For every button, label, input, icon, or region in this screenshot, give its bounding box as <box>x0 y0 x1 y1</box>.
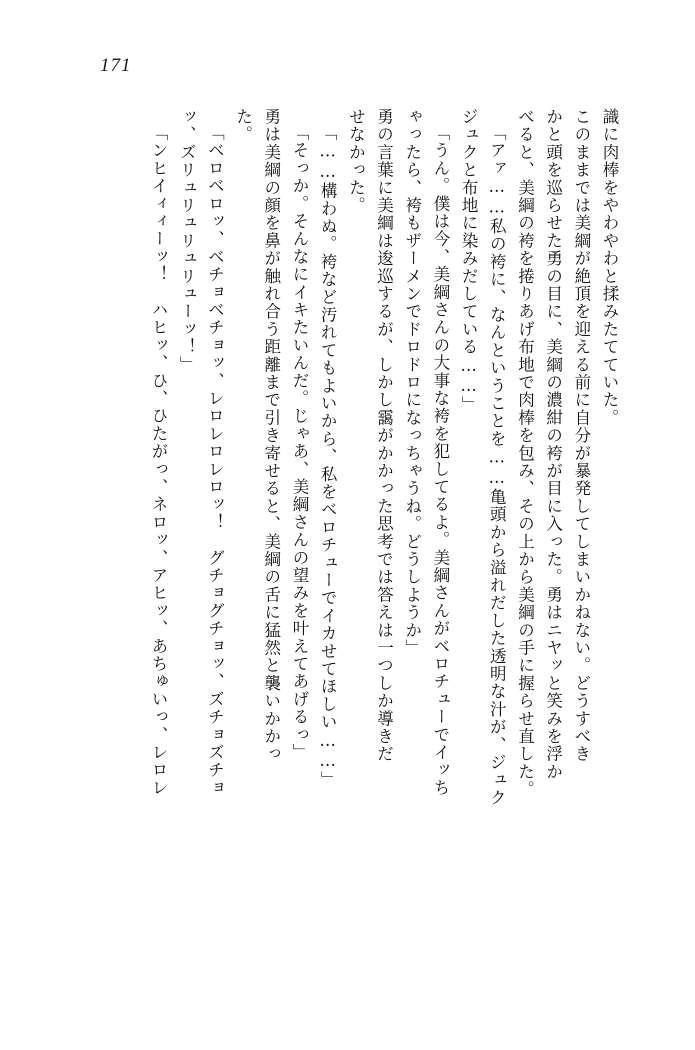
text-column: 勇は美綱の顔を鼻が触れ合う距離まで引き寄せると、美綱の舌に猛然と襲いかかっ <box>261 108 281 763</box>
text-column: このままでは美綱が絶頂を迎える前に自分が暴発してしまいかねない。どうすべき <box>571 108 591 763</box>
page-number: 171 <box>100 55 132 76</box>
text-column: 勇の言葉に美綱は逡巡するが、しかし靄がかかった思考では答えは一つしか導きだ <box>374 108 394 763</box>
text-column: 識に肉棒をやわやわと揉みたてていた。 <box>600 108 619 427</box>
text-column: 「……構わぬ。袴など汚れてもよいから、私をベロチューでイカせてほしい……」 <box>318 124 338 789</box>
text-column: ジュクと布地に染みだしている……」 <box>459 108 479 414</box>
text-column: 「うん。僕は今、美綱さんの大事な袴を犯してるよ。美綱さんがベロチューでイッち <box>430 124 450 797</box>
text-column: ゃったら、袴もザーメンでドロドロになっちゃうね。どうしようか」 <box>402 108 422 657</box>
text-column: 「ベロベロッ、ベチョベチョッ、レロレロレロッ！ グチョグチョッ、ズチョズチョ <box>205 124 225 797</box>
text-column: かと頭を巡らせた勇の目に、美綱の濃紺の袴が目に入った。勇はニヤッと笑みを浮か <box>543 108 563 781</box>
vertical-text-block <box>70 108 617 988</box>
text-column: べると、美綱の袴を捲りあげ布地で肉棒を包み、その上から美綱の手に握らせ直した。 <box>515 108 535 799</box>
text-column: せなかった。 <box>346 108 366 215</box>
text-column: 「ンヒイィィーッ！ ハヒッ、ひ、ひたがっ、ネロッ、アヒッ、あちゅいっ、レロレ <box>149 124 168 797</box>
text-column: 「そっか。そんなにイキたいんだ。じゃあ、美綱さんの望みを叶えてあげるっ」 <box>289 124 309 762</box>
text-column: 「アァ……私の袴に、なんということを……亀頭から溢れだした透明な汁が、ジュク <box>487 124 507 807</box>
text-column: ッ、ズリュリュリュリューッ！」 <box>177 108 197 374</box>
text-column: た。 <box>233 108 253 144</box>
